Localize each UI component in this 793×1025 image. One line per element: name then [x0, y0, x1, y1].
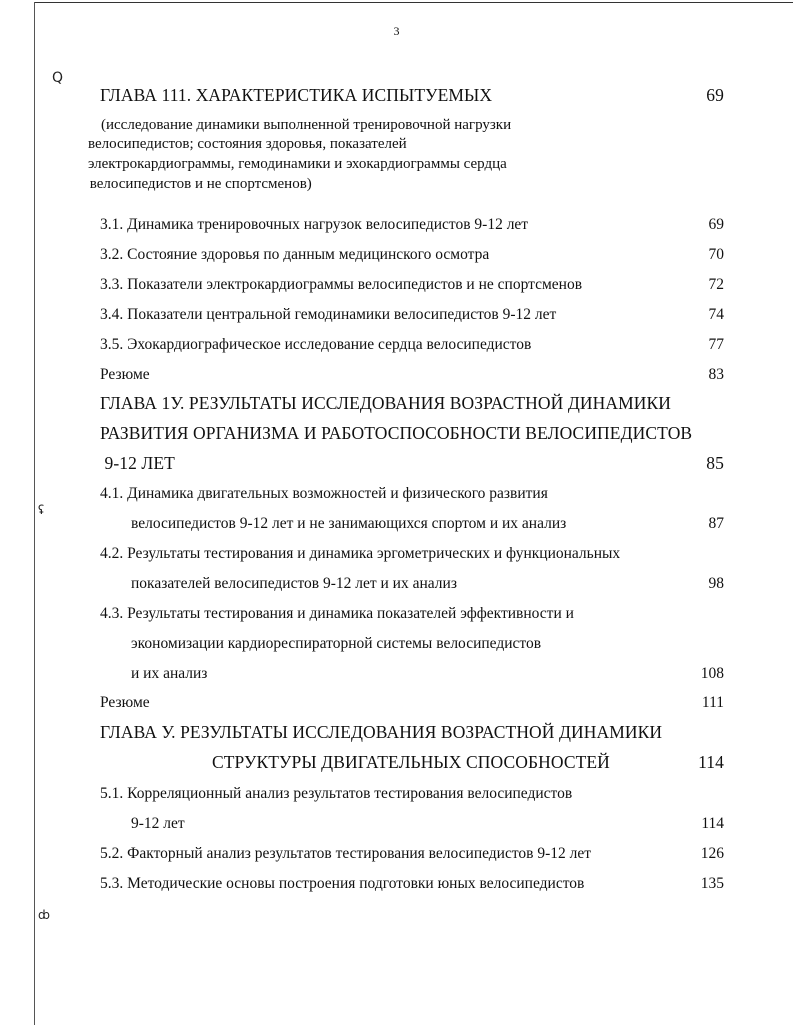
toc-item-label: 3.5. Эхокардиографическое исследование сердца велосипедистов — [100, 336, 532, 353]
toc-item-label: 5.1. Корреляционный анализ результатов тестирования велосипедистов — [100, 785, 573, 802]
scan-border-top — [34, 2, 793, 3]
toc-item-page: 70 — [708, 246, 724, 263]
chapter-4-title-line: 9-12 ЛЕТ — [100, 453, 175, 473]
toc-item-label: 5.2. Факторный анализ результатов тестирования велосипедистов 9-12 лет — [100, 845, 592, 862]
margin-mark-middle: ʢ — [38, 503, 45, 517]
toc-item-label: 4.3. Результаты тестирования и динамика показателей эффективности и — [100, 605, 574, 622]
margin-mark-bottom: ȸ — [38, 908, 50, 922]
chapter-3-desc-line-4: велосипедистов и не спортсменов) — [86, 176, 312, 192]
chapter-3-desc-line-3: электрокардиограммы, гемодинамики и эхокардиограммы сердца — [88, 156, 507, 172]
chapter-3-page: 69 — [706, 85, 724, 105]
chapter-3-desc-line-1: (исследование динамики выполненной тренировочной нагрузки — [101, 117, 512, 133]
chapter-4-title-line: РАЗВИТИЯ ОРГАНИЗМА И РАБОТОСПОСОБНОСТИ ВЕЛОСИПЕДИСТОВ — [100, 423, 693, 443]
toc-item-label: 3.4. Показатели центральной гемодинамики велосипедистов 9-12 лет — [100, 306, 557, 323]
scan-border-left — [34, 2, 35, 1025]
chapter-5-title-line: ГЛАВА У. РЕЗУЛЬТАТЫ ИССЛЕДОВАНИЯ ВОЗРАСТНОЙ ДИНАМИКИ — [100, 722, 663, 742]
toc-item-page: 114 — [701, 815, 724, 832]
toc-item-label: велосипедистов 9-12 лет и не занимающихся спортом и их анализ — [131, 515, 567, 532]
chapter-3-title: ГЛАВА 111. ХАРАКТЕРИСТИКА ИСПЫТУЕМЫХ — [100, 85, 493, 105]
toc-item-label: 9-12 лет — [131, 815, 185, 832]
toc-summary-label: Резюме — [100, 694, 150, 711]
toc-item-page: 87 — [708, 515, 724, 532]
toc-item-label: 4.1. Динамика двигательных возможностей и физического развития — [100, 485, 548, 502]
toc-item-label: 3.1. Динамика тренировочных нагрузок велосипедистов 9-12 лет — [100, 216, 529, 233]
toc-item-page: 69 — [708, 216, 724, 233]
toc-item-label: и их анализ — [131, 665, 208, 682]
chapter-4-title-line: ГЛАВА 1У. РЕЗУЛЬТАТЫ ИССЛЕДОВАНИЯ ВОЗРАСТНОЙ ДИНАМИКИ — [100, 393, 672, 413]
chapter-4-page: 85 — [706, 453, 724, 473]
toc-item-page: 98 — [708, 575, 724, 592]
toc-summary-label: Резюме — [100, 366, 150, 383]
chapter-5-title-line: СТРУКТУРЫ ДВИГАТЕЛЬНЫХ СПОСОБНОСТЕЙ — [212, 752, 610, 772]
toc-item-label: 4.2. Результаты тестирования и динамика эргометрических и функциональных — [100, 545, 621, 562]
toc-summary-page: 83 — [708, 366, 724, 383]
toc-item-label: 3.3. Показатели электрокардиограммы велосипедистов и не спортсменов — [100, 276, 583, 293]
toc-item-page: 135 — [700, 875, 724, 892]
toc-item-page: 108 — [700, 665, 724, 682]
toc-item-label: 3.2. Состояние здоровья по данным медицинского осмотра — [100, 246, 490, 263]
toc-item-page: 77 — [708, 336, 724, 353]
toc-item-label: экономизации кардиореспираторной системы велосипедистов — [131, 635, 542, 652]
toc-summary-page: 111 — [701, 694, 724, 711]
toc-item-page: 126 — [700, 845, 724, 862]
toc-item-label: 5.3. Методические основы построения подготовки юных велосипедистов — [100, 875, 585, 892]
toc-item-page: 72 — [708, 276, 724, 293]
toc-item-page: 74 — [708, 306, 724, 323]
toc-item-label: показателей велосипедистов 9-12 лет и их анализ — [131, 575, 457, 592]
page-number: 3 — [393, 24, 400, 38]
chapter-3-desc-line-2: велосипедистов; состояния здоровья, показателей — [88, 136, 407, 152]
margin-mark-top: Q — [52, 70, 64, 86]
chapter-5-page: 114 — [698, 752, 724, 772]
